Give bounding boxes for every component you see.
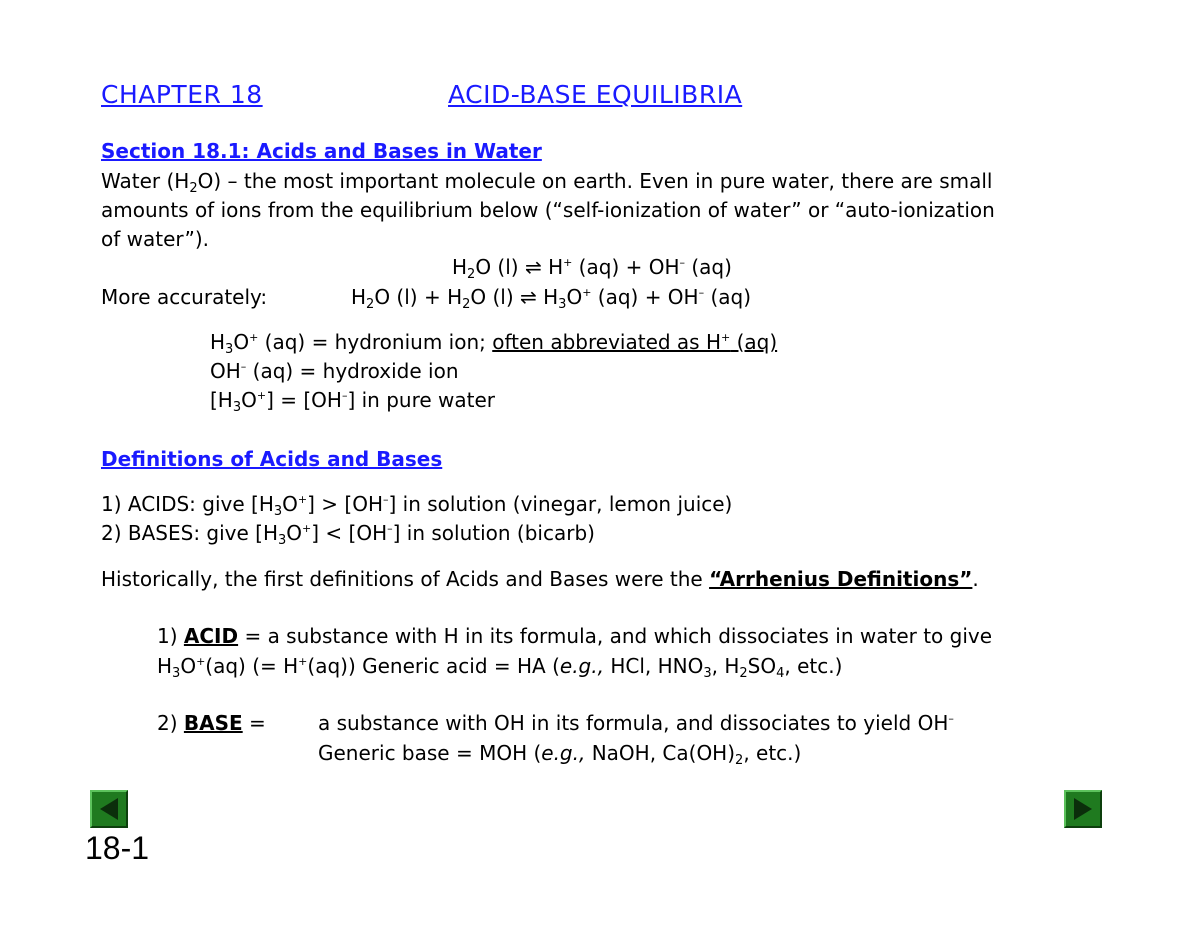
next-slide-button[interactable]: [1064, 790, 1102, 828]
intro-line-3: of water”).: [101, 227, 209, 251]
arrhenius-base-line-2: Generic base = MOH (e.g., NaOH, $Ca(OH)_2$, etc.): [318, 741, 802, 768]
chapter-title: ACID-BASE EQUILIBRIA: [448, 80, 743, 109]
arrhenius-base-line-1: a substance with OH in its formula, and dissociates to yield OH–: [318, 711, 954, 735]
historic-note: Historically, the first definitions of Acids and Bases were the “Arrhenius Definitions”.: [101, 567, 979, 591]
arrhenius-base-term: 2) BASE =: [157, 711, 266, 735]
note-hydronium: $H_3O^+$ (aq) = hydronium ion; often abbreviated as H+ (aq): [210, 330, 778, 357]
definitions-heading: Definitions of Acids and Bases: [101, 447, 443, 471]
note-hydroxide: OH– (aq) = hydroxide ion: [210, 359, 459, 383]
chapter-number: CHAPTER 18: [101, 80, 263, 109]
intro-line-2: amounts of ions from the equilibrium below (“self-ionization of water” or “auto-ionization: [101, 198, 995, 222]
note-pure-water: $[H_3O^+] = [OH^-]$ in pure water: [210, 388, 496, 415]
equation-self-ionization: $H_2O$ (l) ⇌ H+ (aq) + OH– (aq): [452, 255, 732, 282]
equation-label: More accurately:: [101, 285, 268, 309]
next-arrow-icon: [1066, 792, 1100, 826]
arrhenius-acid-line-1: 1) ACID = a substance with H in its formula, and which dissociates in water to give: [157, 624, 993, 648]
page-number: 18-1: [85, 830, 150, 866]
equation-accurate: $H_2O$ $(l) + H_2O$ (l) ⇌ $H_3O^+$ (aq) + OH– (aq): [351, 285, 752, 312]
section-heading: Section 18.1: Acids and Bases in Water: [101, 139, 542, 163]
prev-arrow-icon: [92, 792, 126, 826]
arrhenius-acid-line-2: $H_3O^+(aq)$ (= H+(aq)) Generic acid = HA (e.g., HCl, $HNO_3$, $H_2SO_4$, etc.): [157, 654, 843, 681]
acids-definition: 1) ACIDS: give $[H_3O^+] > [OH^-]$ in solution (vinegar, lemon juice): [101, 492, 733, 519]
prev-slide-button[interactable]: [90, 790, 128, 828]
bases-definition: 2) BASES: give $[H_3O^+] < [OH^-]$ in solution (bicarb): [101, 521, 595, 548]
intro-line-1: Water $(H_2O)$ – the most important molecule on earth. Even in pure water, there are small: [101, 169, 993, 196]
